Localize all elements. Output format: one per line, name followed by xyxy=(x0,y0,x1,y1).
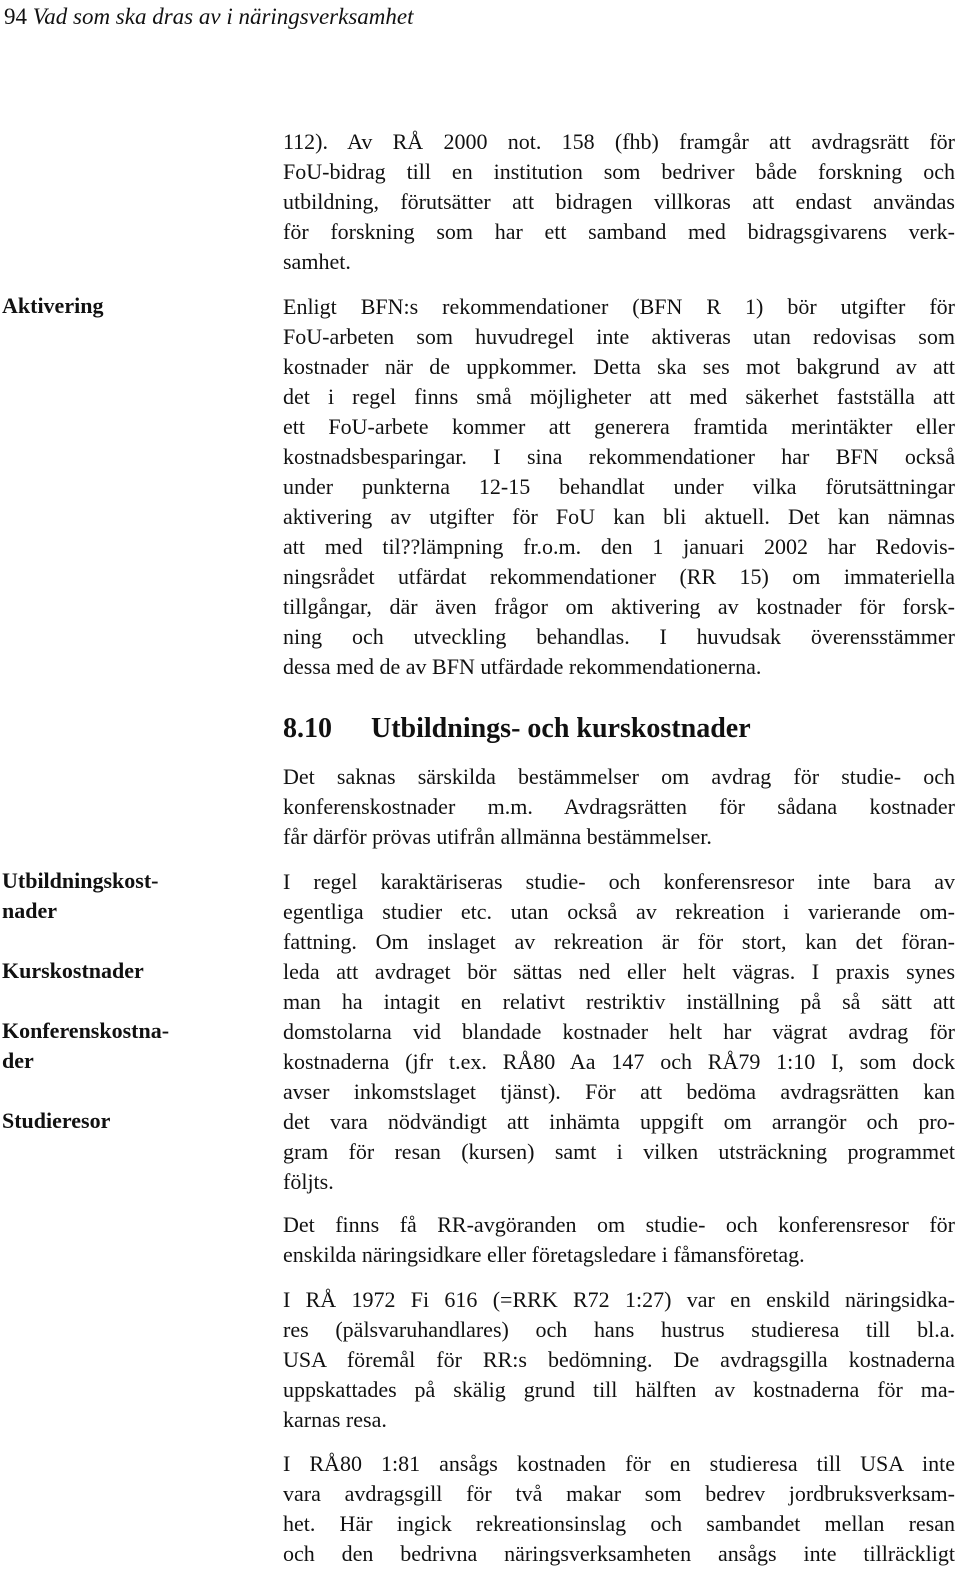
text-line: ning och utveckling behandlas. I huvudsak överensstämmer xyxy=(283,624,955,649)
text-line: 112). Av RÅ 2000 not. 158 (fhb) framgår att avdragsrätt för xyxy=(283,129,955,154)
text-line: vara avdragsgill för två makar som bedrev jordbruksverksam- xyxy=(283,1481,955,1506)
page-number: 94 xyxy=(4,4,27,29)
paragraph xyxy=(283,1285,955,1435)
paragraph xyxy=(283,1210,955,1270)
margin-note-aktivering: Aktivering xyxy=(2,293,104,318)
text-line: leda att avdraget bör sättas ned eller helt vägras. I praxis synes xyxy=(283,959,955,984)
text-line: Det saknas särskilda bestämmelser om avdrag för studie- och xyxy=(283,764,955,789)
text-line: kostnadsbesparingar. I sina rekommendationer har BFN också xyxy=(283,444,955,469)
text-line: het. Här ingick rekreationsinslag och sambandet mellan resan xyxy=(283,1511,955,1536)
text-line: under punkterna 12-15 behandlat under vilka förutsättningar xyxy=(283,474,955,499)
paragraph-text xyxy=(283,292,955,682)
text-line: I RÅ80 1:81 ansågs kostnaden för en studieresa till USA inte xyxy=(283,1451,955,1476)
paragraph xyxy=(283,1449,955,1569)
text-line: USA föremål för RR:s bedömning. De avdragsgilla kostnaderna xyxy=(283,1347,955,1372)
text-line: res (pälsvaruhandlares) och hans hustrus studieresa till bl.a. xyxy=(283,1317,955,1342)
text-line: får därför prövas utifrån allmänna bestämmelser. xyxy=(283,824,712,849)
text-line: Det finns få RR-avgöranden om studie- och konferensresor för xyxy=(283,1212,955,1237)
text-line: kostnader när de uppkommer. Detta ska ses mot bakgrund av att xyxy=(283,354,955,379)
paragraph xyxy=(283,762,955,852)
text-line: avser inkomstslaget tjänst). För att bedöma avdragsrätten kan xyxy=(283,1079,955,1104)
margin-note-konferenskostnader: Konferenskostna- der xyxy=(2,1018,170,1073)
text-line: karnas resa. xyxy=(283,1407,387,1432)
text-line: det vara nödvändigt att inhämta uppgift om arrangör och pro- xyxy=(283,1109,955,1134)
text-line: I regel karaktäriseras studie- och konferensresor inte bara av xyxy=(283,869,955,894)
paragraph-text xyxy=(283,1449,955,1569)
text-line: egentliga studier etc. utan också av rekreation i varierande om- xyxy=(283,899,955,924)
text-line: för forskning som har ett samband med bidragsgivarens verk- xyxy=(283,219,955,244)
text-line: och den bedrivna näringsverksamheten ansågs inte tillräckligt xyxy=(283,1541,955,1566)
text-line: enskilda näringsidkare eller företagsledare i fåmansföretag. xyxy=(283,1242,805,1267)
text-line: utbildning, förutsätter att bidragen villkoras att endast användas xyxy=(283,189,955,214)
paragraph-text xyxy=(283,1285,955,1435)
text-line: ett FoU-arbete kommer att generera framtida merintäkter eller xyxy=(283,414,955,439)
text-line: att med til??lämpning fr.o.m. den 1 januari 2002 har Redovis- xyxy=(283,534,955,559)
text-line: FoU-arbeten som huvudregel inte aktiveras utan redovisas som xyxy=(283,324,955,349)
paragraph-text xyxy=(283,762,955,852)
paragraph-text xyxy=(283,867,955,1197)
text-line: följts. xyxy=(283,1169,334,1194)
text-line: man ha intagit en relativt restriktiv inställning på så sätt att xyxy=(283,989,955,1014)
margin-note-studieresor: Studieresor xyxy=(2,1108,111,1133)
paragraph xyxy=(283,292,955,682)
paragraph xyxy=(283,127,955,277)
text-line: uppskattades på skälig grund till hälften av kostnaderna för ma- xyxy=(283,1377,955,1402)
text-line: samhet. xyxy=(283,249,351,274)
text-line: I RÅ 1972 Fi 616 (=RRK R72 1:27) var en enskild näringsidka- xyxy=(283,1287,955,1312)
margin-note-kurskostnader: Kurskostnader xyxy=(2,958,144,983)
text-line: kostnaderna (jfr t.ex. RÅ80 Aa 147 och RÅ79 1:10 I, som dock xyxy=(283,1049,955,1074)
text-line: FoU-bidrag till en institution som bedriver både forskning och xyxy=(283,159,955,184)
text-line: Enligt BFN:s rekommendationer (BFN R 1) bör utgifter för xyxy=(283,294,955,319)
text-line: gram för resan (kursen) samt i vilken utsträckning programmet xyxy=(283,1139,955,1164)
text-line: fattning. Om inslaget av rekreation är för stort, kan det föran- xyxy=(283,929,955,954)
text-line: tillgångar, där även frågor om aktivering av kostnader för forsk- xyxy=(283,594,955,619)
section-heading xyxy=(283,712,751,746)
text-line: det i regel finns små möjligheter att med säkerhet fastställa att xyxy=(283,384,955,409)
text-line: konferenskostnader m.m. Avdragsrätten för sådana kostnader xyxy=(283,794,955,819)
section-number: 8.10 xyxy=(283,713,332,744)
text-line: ningsrådet utfärdat rekommendationer (RR 15) om immateriella xyxy=(283,564,955,589)
running-title: Vad som ska dras av i näringsverksamhet xyxy=(32,4,414,29)
section-title: Utbildnings- och kurskostnader xyxy=(371,713,751,744)
margin-note-utbildningskostnader: Utbildningskost- nader xyxy=(2,868,159,923)
paragraph-text xyxy=(283,1210,955,1270)
text-line: aktivering av utgifter för FoU kan bli aktuell. Det kan nämnas xyxy=(283,504,955,529)
running-header xyxy=(4,4,414,30)
paragraph-text xyxy=(283,127,955,277)
paragraph xyxy=(283,867,955,1197)
text-line: domstolarna vid blandade kostnader helt har vägrat avdrag för xyxy=(283,1019,955,1044)
text-line: dessa med de av BFN utfärdade rekommendationerna. xyxy=(283,654,762,679)
